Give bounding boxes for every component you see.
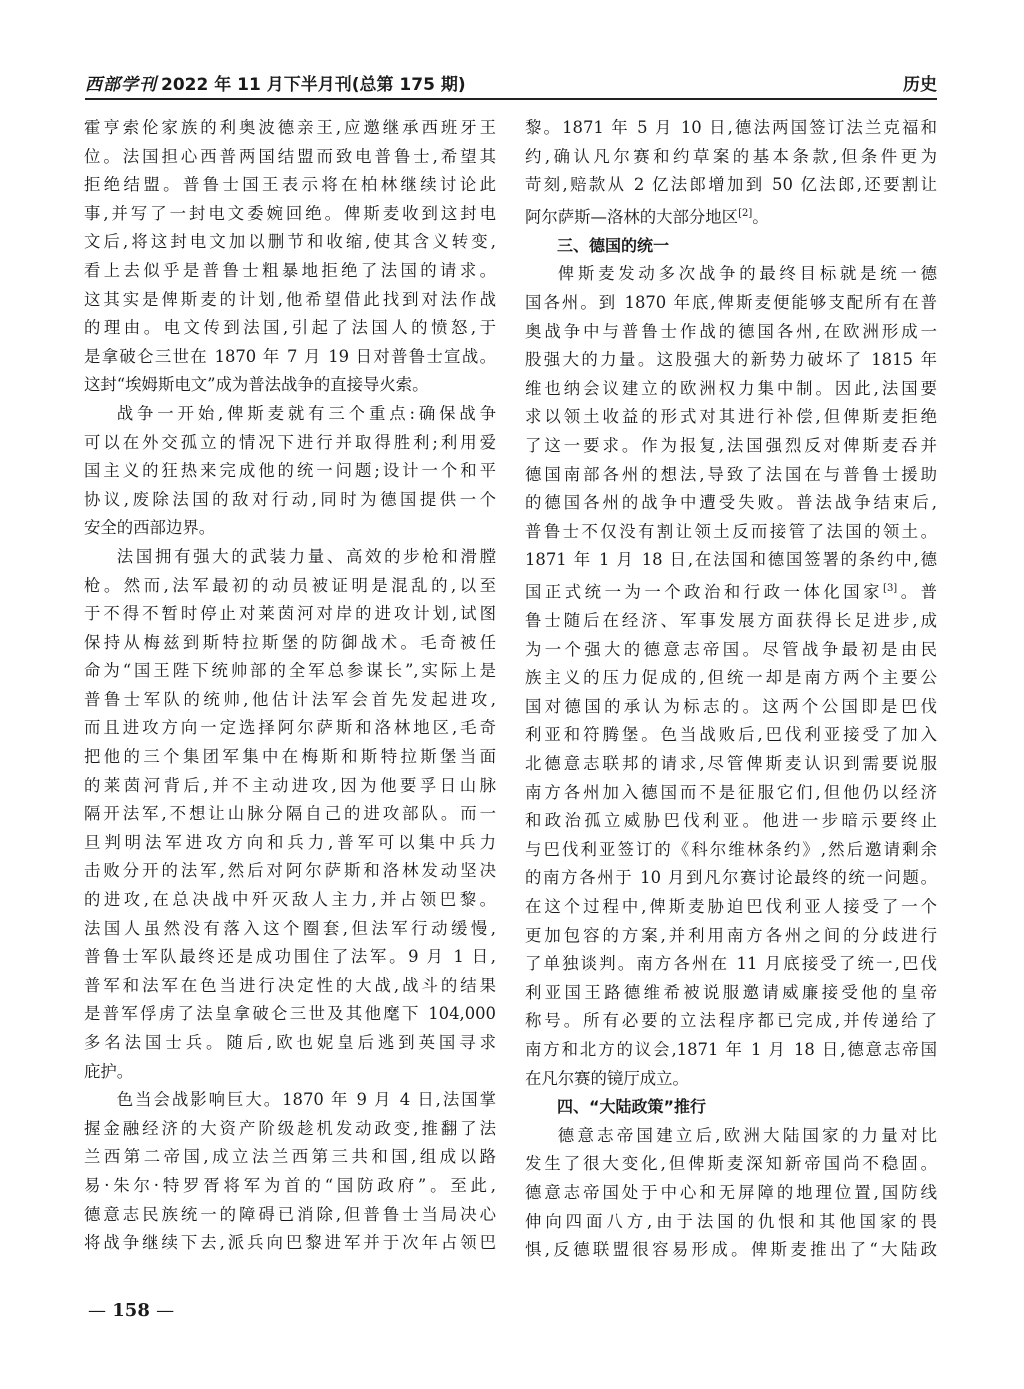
footer-dash-right: — xyxy=(156,1300,175,1321)
text-line: 击败分开的法军,然后对阿尔萨斯和洛林发动坚决 xyxy=(84,861,496,881)
text-line: 与巴伐利亚签订的《科尔维林条约》,然后邀请剩余 xyxy=(525,839,937,859)
text-line: 易·朱尔·特罗胥将军为首的“国防政府”。至此, xyxy=(84,1175,496,1195)
text-line: 法国拥有强大的武装力量、高效的步枪和滑膛 xyxy=(116,546,496,566)
text-line: 法国人虽然没有落入这个圈套,但法军行动缓慢, xyxy=(84,918,496,938)
text-line: 阿尔萨斯—洛林的大部分地区[2]。 xyxy=(525,207,769,227)
text-line: 多名法国士兵。随后,欧也妮皇后逃到英国寻求 xyxy=(84,1033,496,1052)
text-line: 俾斯麦发动多次战争的最终目标就是统一德 xyxy=(557,264,937,284)
text-line: 而且进攻方向一定选择阿尔萨斯和洛林地区,毛奇 xyxy=(84,718,496,738)
journal-title xyxy=(85,70,466,95)
text-line: 为一个强大的德意志帝国。尽管战争最初是由民 xyxy=(525,639,937,659)
text-line: 了单独谈判。南方各州在 11 月底接受了统一,巴伐 xyxy=(525,954,937,974)
text-line: 把他的三个集团军集中在梅斯和斯特拉斯堡当面 xyxy=(84,747,496,767)
text-line: 协议,废除法国的敌对行动,同时为德国提供一个 xyxy=(84,489,496,509)
text-line: 苛刻,赔款从 2 亿法郎增加到 50 亿法郎,还要割让 xyxy=(525,175,937,195)
running-header xyxy=(85,68,937,100)
section-heading-4: 四、“大陆政策”推行 xyxy=(557,1097,707,1117)
text-line: 在凡尔赛的镜厅成立。 xyxy=(525,1068,689,1088)
text-line: 普鲁士军队最终还是成功围住了法军。9 月 1 日, xyxy=(84,947,496,967)
text-line: 这封“埃姆斯电文”成为普法战争的直接导火索。 xyxy=(84,375,429,395)
text-line: 的德国各州的战争中遭受失败。普法战争结束后, xyxy=(525,493,937,513)
text-line: 看上去似乎是普鲁士粗暴地拒绝了法国的请求。 xyxy=(84,260,496,280)
text-line: 在这个过程中,俾斯麦胁迫巴伐利亚人接受了一个 xyxy=(525,896,937,916)
text-line: 北德意志联邦的请求,尽管俾斯麦认识到需要说服 xyxy=(525,754,937,773)
text-line: 国主义的狂热来完成他的统一问题;设计一个和平 xyxy=(84,461,496,481)
text-line: 利亚和符腾堡。色当战败后,巴伐利亚接受了加入 xyxy=(525,725,937,745)
page-footer xyxy=(88,1300,174,1321)
text-line: 奥战争中与普鲁士作战的德国各州,在欧洲形成一 xyxy=(525,321,937,341)
citation-ref: [3] xyxy=(883,582,898,594)
text-line: 色当会战影响巨大。1870 年 9 月 4 日,法国掌 xyxy=(116,1090,496,1110)
text-line: 国各州。到 1870 年底,俾斯麦便能够支配所有在普 xyxy=(525,293,937,313)
text-line: 这其实是俾斯麦的计划,他希望借此找到对法作战 xyxy=(84,289,496,309)
text-line: 德国南部各州的想法,导致了法国在与普鲁士援助 xyxy=(525,464,937,484)
text-line: 黎。1871 年 5 月 10 日,德法两国签订法兰克福和 xyxy=(525,118,937,137)
text-line: 南方各州加入德国而不是征服它们,但他仍以经济 xyxy=(525,782,937,802)
section-heading-3: 三、德国的统一 xyxy=(557,235,670,255)
text-line: 惧,反德联盟很容易形成。俾斯麦推出了“大陆政 xyxy=(525,1240,937,1260)
text-line: 和政治孤立威胁巴伐利亚。他进一步暗示要终止 xyxy=(525,811,937,831)
text-line: 文后,将这封电文加以删节和收缩,使其含义转变, xyxy=(84,232,496,252)
text-line: 利亚国王路德维希被说服邀请威廉接受他的皇帝 xyxy=(525,982,937,1002)
text-line: 拒绝结盟。普鲁士国王表示将在柏林继续讨论此 xyxy=(84,175,496,195)
text-line: 维也纳会议建立的欧洲权力集中制。因此,法国要 xyxy=(525,378,937,398)
text-line: 兰西第二帝国,成立法兰西第三共和国,组成以路 xyxy=(84,1147,496,1167)
text-line: 的理由。电文传到法国,引起了法国人的愤怒,于 xyxy=(84,318,496,338)
text-line: 称号。所有必要的立法程序都已完成,并传递给了 xyxy=(525,1011,937,1031)
text-line: 求以领土收益的形式对其进行补偿,但俾斯麦拒绝 xyxy=(525,407,937,427)
text-line: 战争一开始,俾斯麦就有三个重点:确保战争 xyxy=(116,403,496,423)
text-line: 国正式统一为一个政治和行政一体化国家[3]。普 xyxy=(525,582,937,602)
footer-dash-left: — xyxy=(88,1300,106,1321)
text-line: 是拿破仑三世在 1870 年 7 月 19 日对普鲁士宣战。 xyxy=(84,346,496,366)
text-line: 枪。然而,法军最初的动员被证明是混乱的,以至 xyxy=(84,575,496,595)
text-line: 国对德国的承认为标志的。这两个公国即是巴伐 xyxy=(525,696,937,716)
text-line: 可以在外交孤立的情况下进行并取得胜利;利用爱 xyxy=(84,432,496,452)
text-line: 事,并写了一封电文委婉回绝。俾斯麦收到这封电 xyxy=(84,203,496,223)
text-line: 鲁士随后在经济、军事发展方面获得长足进步,成 xyxy=(525,611,937,631)
text-line: 德意志帝国处于中心和无屏障的地理位置,国防线 xyxy=(525,1182,937,1202)
text-line: 普军和法军在色当进行决定性的大战,战斗的结果 xyxy=(84,975,496,995)
text-line: 了这一要求。作为报复,法国强烈反对俾斯麦吞并 xyxy=(525,436,937,455)
text-line: 发生了很大变化,但俾斯麦深知新帝国尚不稳固。 xyxy=(525,1154,937,1174)
text-line: 南方和北方的议会,1871 年 1 月 18 日,德意志帝国 xyxy=(525,1039,937,1059)
text-line: 于不得不暂时停止对莱茵河对岸的进攻计划,试图 xyxy=(84,604,496,624)
text-line: 霍亨索伦家族的利奥波德亲王,应邀继承西班牙王 xyxy=(84,118,496,137)
text-line: 旦判明法军进攻方向和兵力,普军可以集中兵力 xyxy=(84,832,496,852)
text-line: 德意志民族统一的障碍已消除,但普鲁士当局决心 xyxy=(84,1204,496,1224)
text-line: 保持从梅兹到斯特拉斯堡的防御战术。毛奇被任 xyxy=(84,632,496,652)
text-line: 庇护。 xyxy=(84,1061,134,1081)
text-line: 的进攻,在总决战中歼灭敌人主力,并占领巴黎。 xyxy=(84,890,496,910)
right-column xyxy=(525,114,937,1265)
text-line: 隔开法军,不想让山脉分隔自己的进攻部队。而一 xyxy=(84,804,496,824)
text-line: 族主义的压力促成的,但统一却是南方两个主要公 xyxy=(525,668,937,688)
text-line: 约,确认凡尔赛和约草案的基本条款,但条件更为 xyxy=(525,146,937,166)
text-line: 位。法国担心西普两国结盟而致电普鲁士,希望其 xyxy=(84,146,496,166)
text-line: 更加包容的方案,并利用南方各州之间的分歧进行 xyxy=(525,925,937,945)
citation-ref: [2] xyxy=(738,207,753,219)
journal-brand: 西部学刊 xyxy=(85,75,157,95)
text-line: 命为“国王陛下统帅部的全军总参谋长”,实际上是 xyxy=(84,661,496,681)
text-line: 安全的西部边界。 xyxy=(84,518,216,538)
text-line: 普鲁士军队的统帅,他估计法军会首先发起进攻, xyxy=(84,689,496,709)
text-line: 德意志帝国建立后,欧洲大陆国家的力量对比 xyxy=(557,1125,937,1145)
text-line: 是普军俘虏了法皇拿破仑三世及其他麾下 104,000 xyxy=(84,1004,496,1024)
page-number: 158 xyxy=(112,1300,150,1321)
text-line: 普鲁士不仅没有割让领土反而接管了法国的领土。 xyxy=(525,521,937,541)
issue-info: 2022 年 11 月下半月刊(总第 175 期) xyxy=(161,75,466,95)
text-line: 伸向四面八方,由于法国的仇恨和其他国家的畏 xyxy=(525,1211,937,1231)
section-name: 历史 xyxy=(903,75,937,95)
text-line: 的莱茵河背后,并不主动进攻,因为他要孚日山脉 xyxy=(84,775,496,795)
text-line: 股强大的力量。这股强大的新势力破坏了 1815 年 xyxy=(525,350,937,370)
text-line: 的南方各州于 10 月到凡尔赛讨论最终的统一问题。 xyxy=(525,868,937,888)
text-line: 将战争继续下去,派兵向巴黎进军并于次年占领巴 xyxy=(84,1233,496,1253)
left-column xyxy=(84,114,496,1258)
text-line: 握金融经济的大资产阶级趁机发动政变,推翻了法 xyxy=(84,1118,496,1138)
text-line: 1871 年 1 月 18 日,在法国和德国签署的条约中,德 xyxy=(525,550,937,570)
